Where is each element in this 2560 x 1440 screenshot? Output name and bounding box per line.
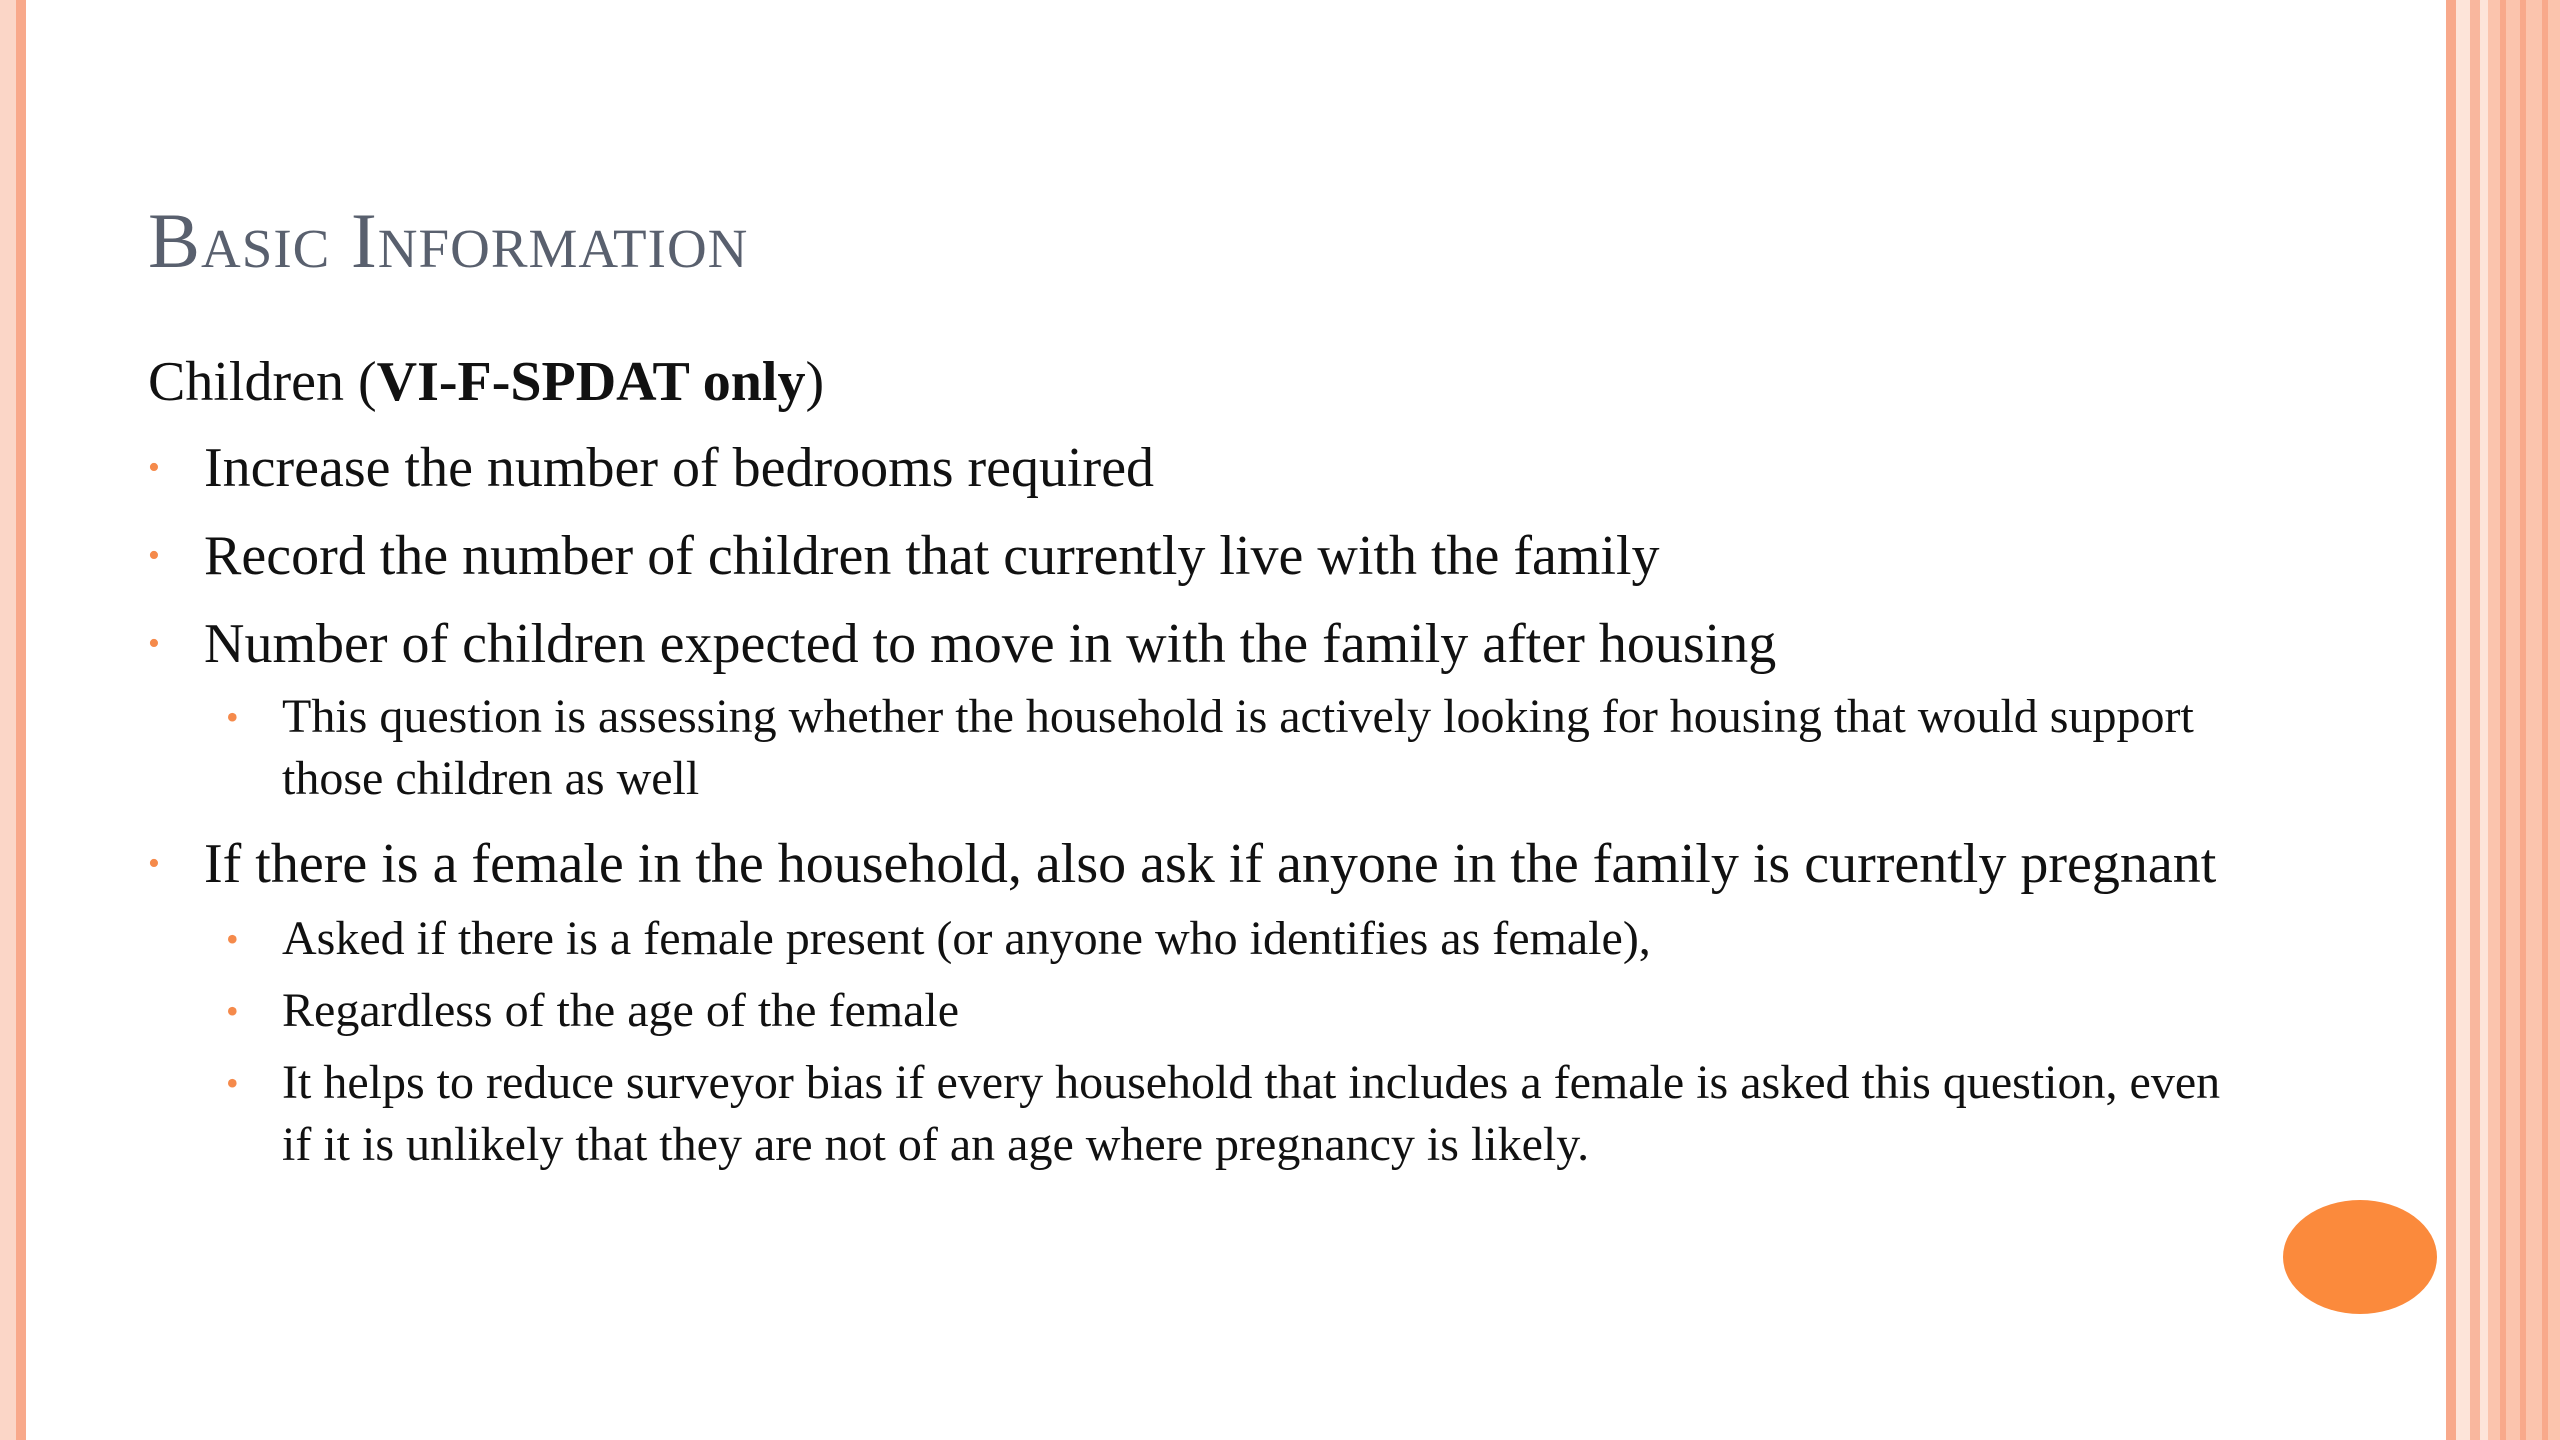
sub-bullet-item xyxy=(148,980,2248,1042)
right-border-stripe xyxy=(2542,0,2548,1440)
left-border-stripe xyxy=(16,0,26,1440)
sub-bullet-text: It helps to reduce surveyor bias if every household that includes a female is asked this question, even if it is unlikely that they are not of an age where pregnancy is likely. xyxy=(282,1056,2221,1171)
section-heading xyxy=(148,346,2248,418)
right-border-stripe xyxy=(2470,0,2480,1440)
sub-bullet-item xyxy=(148,908,2248,970)
bullet-item xyxy=(148,432,2248,504)
sub-bullet-text: Regardless of the age of the female xyxy=(282,984,960,1037)
sub-bullet-icon: • xyxy=(226,697,239,737)
bullet-item xyxy=(148,520,2248,592)
right-border-stripe xyxy=(2520,0,2526,1440)
sub-bullet-text: Asked if there is a female present (or anyone who identifies as female), xyxy=(282,912,1651,965)
bullet-icon: • xyxy=(148,845,160,882)
right-border-stripe xyxy=(2456,0,2470,1440)
left-border-stripe xyxy=(0,0,16,1440)
heading-bold: VI-F-SPDAT only xyxy=(376,351,806,413)
sub-bullet-item xyxy=(148,686,2248,810)
bullet-text: Number of children expected to move in with the family after housing xyxy=(204,613,1777,675)
bullet-text: Record the number of children that currently live with the family xyxy=(204,525,1660,587)
heading-prefix: Children ( xyxy=(148,351,377,413)
sub-bullet-text: This question is assessing whether the household is actively looking for housing that would support those children as well xyxy=(282,690,2194,805)
sub-bullet-icon: • xyxy=(226,919,239,959)
bullet-text: If there is a female in the household, also ask if anyone in the family is currently pregnant xyxy=(204,833,2217,895)
right-border-stripe xyxy=(2480,0,2488,1440)
accent-circle xyxy=(2283,1200,2437,1314)
bullet-icon: • xyxy=(148,449,160,486)
heading-suffix: ) xyxy=(805,351,825,413)
sub-bullet-item xyxy=(148,1052,2248,1176)
slide-title: Basic Information xyxy=(148,197,749,284)
bullet-icon: • xyxy=(148,625,160,662)
sub-bullet-icon: • xyxy=(226,1063,239,1103)
bullet-item xyxy=(148,608,2248,680)
sub-bullet-icon: • xyxy=(226,991,239,1031)
right-border-stripe xyxy=(2500,0,2506,1440)
right-border-stripe xyxy=(2446,0,2456,1440)
bullet-item xyxy=(148,828,2248,900)
slide-body xyxy=(148,346,2248,1186)
bullet-icon: • xyxy=(148,537,160,574)
bullet-text: Increase the number of bedrooms required xyxy=(204,437,1155,499)
